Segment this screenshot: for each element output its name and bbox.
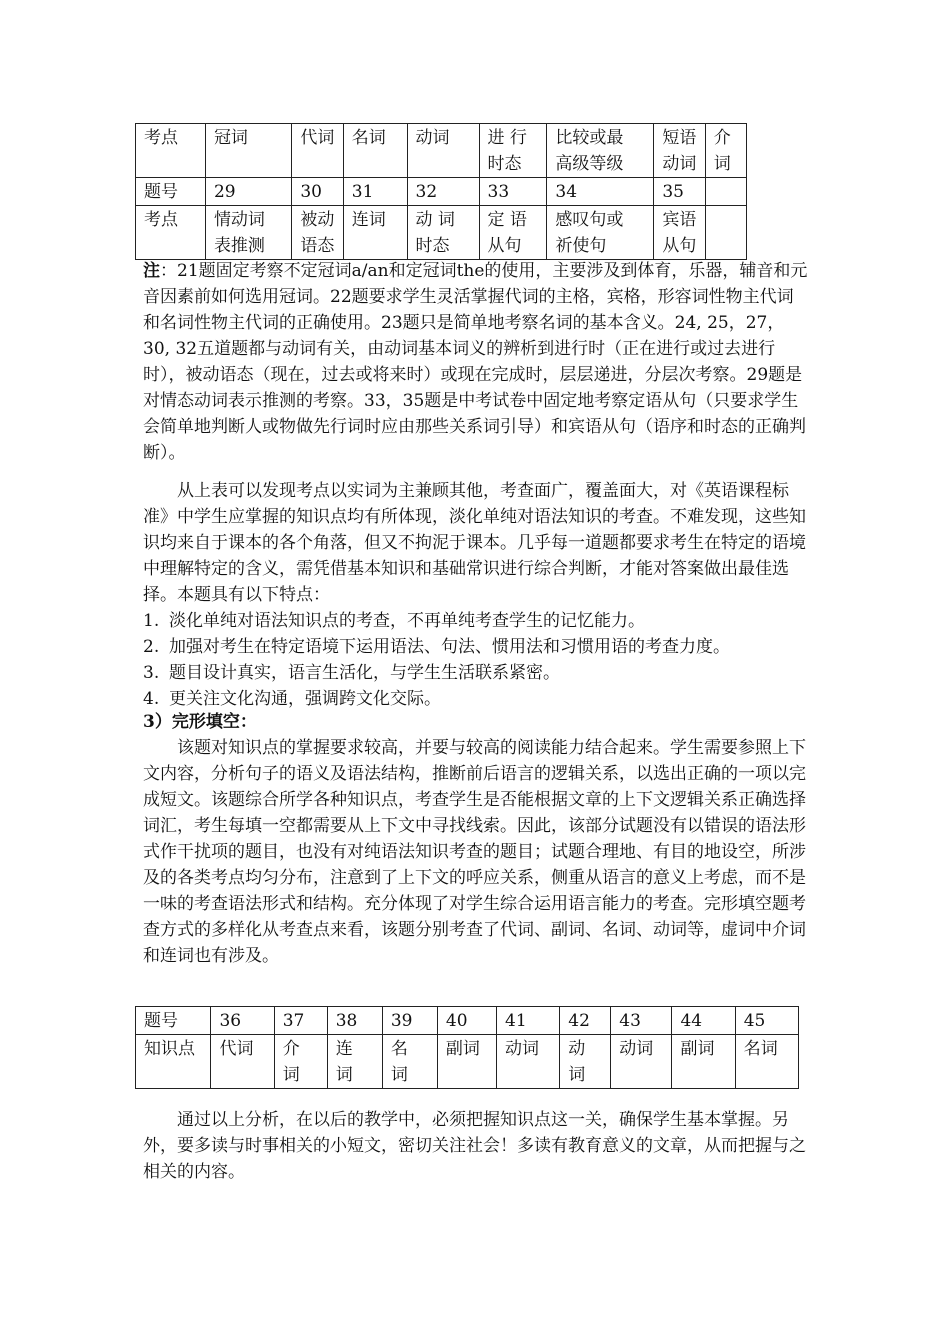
table-cell: 连 词	[327, 1035, 382, 1089]
table-cell: 31	[343, 178, 407, 206]
table-cell: 名词	[735, 1035, 798, 1089]
table-cell: 考点	[136, 124, 206, 178]
table-row	[136, 206, 747, 260]
table-cell: 冠词	[205, 124, 291, 178]
table-cell: 情动词 表推测	[205, 206, 291, 260]
table-row	[136, 124, 747, 178]
table-cell: 题号	[136, 1007, 211, 1035]
table-cell: 40	[437, 1007, 496, 1035]
table-cell: 41	[497, 1007, 560, 1035]
feature-number: 4.	[143, 689, 160, 709]
table-cell: 29	[205, 178, 291, 206]
table-cell: 进 行 时态	[479, 124, 547, 178]
table-cell: 宾语 从句	[654, 206, 705, 260]
table-cell: 考点	[136, 206, 206, 260]
table-cell: 代词	[211, 1035, 274, 1089]
table-cell: 37	[274, 1007, 327, 1035]
table-cell: 32	[407, 178, 479, 206]
table-cell: 介 词	[274, 1035, 327, 1089]
table-cell: 39	[382, 1007, 437, 1035]
note-label: 注	[143, 261, 160, 281]
table-cell: 副词	[672, 1035, 735, 1089]
feature-number: 2.	[143, 637, 160, 657]
exam-points-table-1	[135, 123, 747, 260]
table-cell: 动词	[497, 1035, 560, 1089]
conclusion-paragraph: 通过以上分析，在以后的教学中，必须把握知识点这一关，确保学生基本掌握。另外，要多读与时事相关的小短文，密切关注社会！多读有教育意义的文章，从而把握与之相关的内容。	[143, 1110, 806, 1182]
table-cell: 动词	[407, 124, 479, 178]
table-cell: 42	[560, 1007, 611, 1035]
table-cell: 44	[672, 1007, 735, 1035]
table-row	[136, 178, 747, 206]
analysis-paragraph: 从上表可以发现考点以实词为主兼顾其他，考查面广，覆盖面大，对《英语课程标准》中学生应掌握的知识点均有所体现，淡化单纯对语法知识的考查。不难发现，这些知识均来自于课本的各个角落，但又不拘泥于课本。几乎每一道题都要求考生在特定的语境中理解特定的含义，需凭借基本知识和基础常识进行综合判断，才能对答案做出最佳选择。本题具有以下特点：	[143, 481, 806, 605]
conclusion-section	[143, 1107, 808, 1185]
table-cell: 43	[611, 1007, 672, 1035]
table-cell: 45	[735, 1007, 798, 1035]
feature-number: 3.	[143, 663, 160, 683]
feature-number: 1.	[143, 611, 160, 631]
note-text: ：21题固定考察不定冠词a/an和定冠词the的使用，主要涉及到体育，乐器，辅音和元音因素前如何选用冠词。22题要求学生灵活掌握代词的主格，宾格，形容词性物主代词和名词性物主代词的正确使用。23题只是简单地考察名词的基本含义。24, 25，27，30, 32五道题都与动词有关，由动词基本词义的辨析到进行时（正在进行或过去进行时），被动语态（现在，过去或将来时）或现在完成时，层层递进，分层次考察。29题是对情态动词表示推测的考察。33，35题是中考试卷中固定地考察定语从句（只要求学生会简单地判断人或物做先行词时应由那些关系词引导）和宾语从句（语序和时态的正确判断）。	[143, 261, 808, 463]
exam-points-table-2	[135, 1006, 799, 1089]
table-cell: 短语 动词	[654, 124, 705, 178]
table-cell: 比较或最 高级等级	[547, 124, 654, 178]
table-cell: 被动 语态	[292, 206, 343, 260]
table-cell: 动 词 时态	[407, 206, 479, 260]
note-paragraph	[143, 258, 808, 466]
table-cell: 38	[327, 1007, 382, 1035]
table-cell: 动 词	[560, 1035, 611, 1089]
table-cell: 30	[292, 178, 343, 206]
table-cell: 动词	[611, 1035, 672, 1089]
table-cell: 35	[654, 178, 705, 206]
cloze-paragraph: 该题对知识点的掌握要求较高，并要与较高的阅读能力结合起来。学生需要参照上下文内容，分析句子的语义及语法结构，推断前后语言的逻辑关系，以选出正确的一项以完成短文。该题综合所学各种知识点，考查学生是否能根据文章的上下文逻辑关系正确选择词汇，考生每填一空都需要从上下文中寻找线索。因此，该部分试题没有以错误的语法形式作干扰项的题目，也没有对纯语法知识考查的题目；试题合理地、有目的地设空，所涉及的各类考点均匀分布，注意到了上下文的呼应关系，侧重从语言的意义上考虑，而不是一味的考查语法形式和结构。充分体现了对学生综合运用语言能力的考查。完形填空题考查方式的多样化从考查点来看，该题分别考查了代词、副词、名词、动词等，虚词中介词和连词也有涉及。	[143, 738, 806, 966]
table-cell: 代词	[292, 124, 343, 178]
feature-text: 更关注文化沟通，强调跨文化交际。	[169, 689, 441, 709]
feature-item	[143, 634, 808, 660]
feature-item	[143, 660, 808, 686]
table-cell: 33	[479, 178, 547, 206]
table-row	[136, 1035, 799, 1089]
feature-item	[143, 608, 808, 634]
table-cell	[705, 178, 746, 206]
feature-text: 题目设计真实，语言生活化，与学生生活联系紧密。	[169, 663, 560, 683]
analysis-section	[143, 478, 808, 712]
table-cell: 36	[211, 1007, 274, 1035]
table-cell: 名词	[343, 124, 407, 178]
feature-text: 加强对考生在特定语境下运用语法、句法、惯用法和习惯用语的考查力度。	[169, 637, 730, 657]
table-cell: 34	[547, 178, 654, 206]
cloze-heading: 3）完形填空：	[143, 712, 257, 732]
table-cell	[705, 206, 746, 260]
table-cell: 介 词	[705, 124, 746, 178]
table-cell: 名 词	[382, 1035, 437, 1089]
table-cell: 连词	[343, 206, 407, 260]
table-cell: 题号	[136, 178, 206, 206]
table-cell: 感叹句或 祈使句	[547, 206, 654, 260]
table-row	[136, 1007, 799, 1035]
table-cell: 知识点	[136, 1035, 211, 1089]
features-list	[143, 608, 808, 712]
table-cell: 副词	[437, 1035, 496, 1089]
cloze-section	[143, 709, 808, 969]
table-cell: 定 语 从句	[479, 206, 547, 260]
feature-text: 淡化单纯对语法知识点的考查，不再单纯考查学生的记忆能力。	[169, 611, 645, 631]
